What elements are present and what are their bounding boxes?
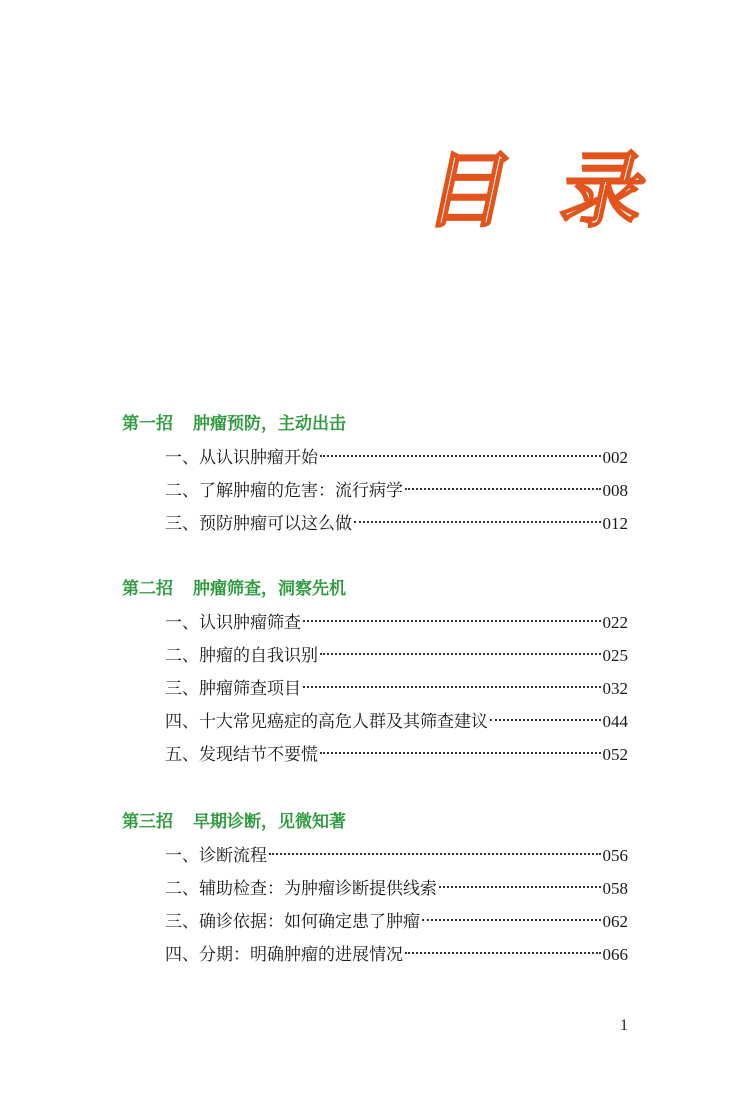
chapter-name: 早期诊断，见微知著: [193, 812, 346, 832]
toc-entry[interactable]: [165, 740, 628, 770]
title-char-1: 目: [418, 144, 521, 239]
toc-entry-title: 二、了解肿瘤的危害：流行病学: [165, 481, 403, 501]
toc-entry[interactable]: [165, 874, 628, 904]
toc-entry-page: 002: [602, 448, 628, 467]
dot-leader: [303, 686, 601, 688]
chapter-name: 肿瘤预防，主动出击: [193, 414, 346, 434]
dot-leader: [354, 521, 601, 523]
toc-entry-page: 052: [602, 745, 628, 764]
toc-entry-page: 044: [602, 712, 628, 731]
toc-entry-title: 三、确诊依据：如何确定患了肿瘤: [165, 912, 420, 932]
dot-leader: [405, 952, 601, 954]
chapter-heading-2[interactable]: [122, 575, 346, 603]
toc-entry-page: 012: [602, 514, 628, 533]
toc-entry-page: 056: [602, 846, 628, 865]
toc-entry-page: 022: [602, 613, 628, 632]
toc-entry-title: 三、肿瘤筛查项目: [165, 679, 301, 699]
dot-leader: [439, 886, 601, 888]
toc-entry-title: 四、分期：明确肿瘤的进展情况: [165, 945, 403, 965]
toc-entry[interactable]: [165, 641, 628, 671]
toc-entry[interactable]: [165, 841, 628, 871]
toc-entry-page: 058: [602, 879, 628, 898]
dot-leader: [422, 919, 601, 921]
dot-leader: [303, 620, 601, 622]
page-number: 1: [620, 1017, 628, 1034]
toc-entry[interactable]: [165, 608, 628, 638]
title-char-2: 录: [552, 144, 655, 239]
chapter-name: 肿瘤筛查，洞察先机: [193, 579, 346, 599]
chapter-number: 第一招: [122, 414, 173, 434]
toc-entry[interactable]: [165, 907, 628, 937]
toc-entry[interactable]: [165, 707, 628, 737]
toc-entry-page: 008: [602, 481, 628, 500]
toc-entry-page: 066: [602, 945, 628, 964]
toc-entry[interactable]: [165, 509, 628, 539]
toc-entry-page: 025: [602, 646, 628, 665]
toc-entry-title: 三、预防肿瘤可以这么做: [165, 514, 352, 534]
chapter-heading-1[interactable]: [122, 410, 346, 438]
toc-entry[interactable]: [165, 476, 628, 506]
chapter-number: 第二招: [122, 579, 173, 599]
chapter-heading-3[interactable]: [122, 808, 346, 836]
toc-entry[interactable]: [165, 674, 628, 704]
dot-leader: [320, 653, 601, 655]
chapter-number: 第三招: [122, 812, 173, 832]
toc-entry-title: 二、肿瘤的自我识别: [165, 646, 318, 666]
dot-leader: [405, 488, 601, 490]
toc-entry-title: 一、从认识肿瘤开始: [165, 448, 318, 468]
toc-entry[interactable]: [165, 940, 628, 970]
dot-leader: [320, 455, 601, 457]
toc-entry-title: 二、辅助检查：为肿瘤诊断提供线索: [165, 879, 437, 899]
dot-leader: [320, 752, 601, 754]
toc-entry-title: 四、十大常见癌症的高危人群及其筛查建议: [165, 712, 488, 732]
toc-entry-title: 一、诊断流程: [165, 846, 267, 866]
toc-entry-page: 062: [602, 912, 628, 931]
dot-leader: [269, 853, 601, 855]
dot-leader: [490, 719, 601, 721]
toc-entry-title: 五、发现结节不要慌: [165, 745, 318, 765]
page-title: [0, 142, 750, 242]
toc-entry-title: 一、认识肿瘤筛查: [165, 613, 301, 633]
toc-entry[interactable]: [165, 443, 628, 473]
toc-entry-page: 032: [602, 679, 628, 698]
